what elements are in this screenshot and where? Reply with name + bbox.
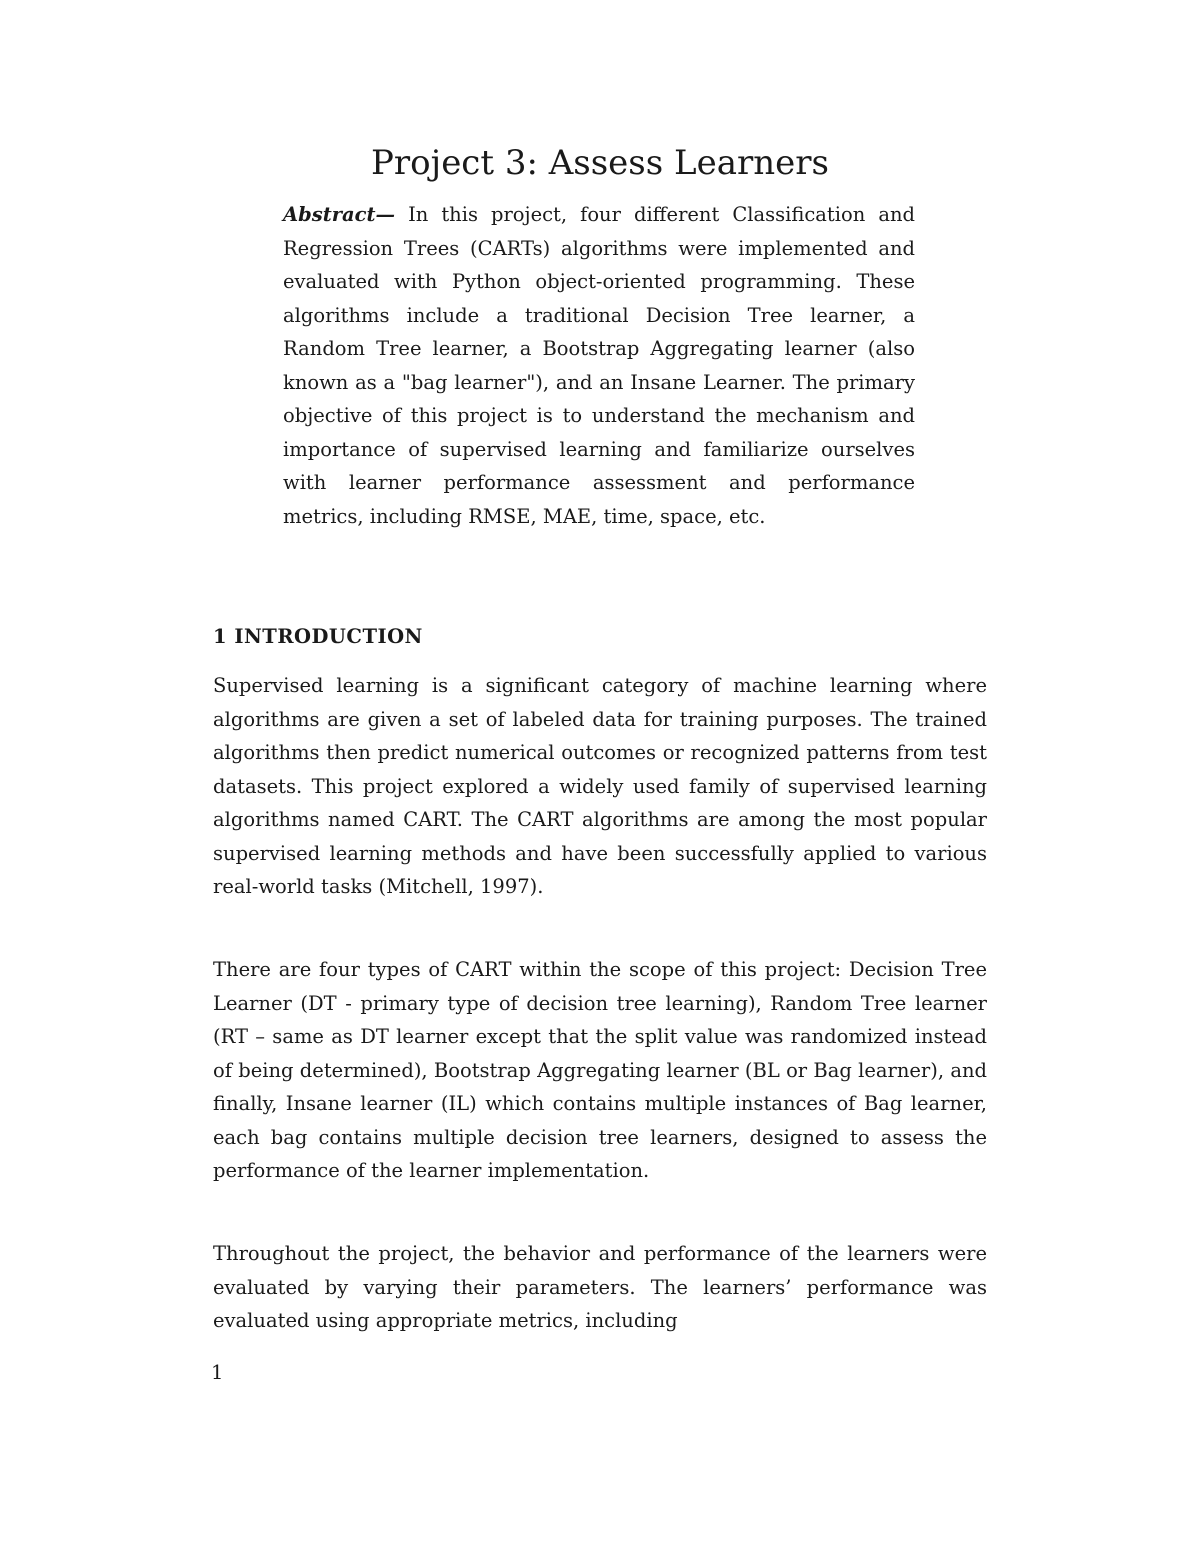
abstract-text: In this project, four different Classification and Regression Trees (CARTs) algorithms were implemented and evaluated with Python object-oriented programming. These algorithms include a traditional Decision Tree learner, a Random Tree learner, a Bootstrap Aggregating learner (also known as a "bag learner"), and an Insane Learner. The primary objective of this project is to understand the mechanism and importance of supervised learning and familiarize ourselves with learner performance assessment and performance metrics, including RMSE, MAE, time, space, etc. xyxy=(283,203,915,528)
intro-paragraph-2: There are four types of CART within the scope of this project: Decision Tree Learner (DT - primary type of decision tree learning), Random Tree learner (RT – same as DT learner except that the split value was randomized instead of being determined), Bootstrap Aggregating learner (BL or Bag learner), and finally, Insane learner (IL) which contains multiple instances of Bag learner, each bag contains multiple decision tree learners, designed to assess the performance of the learner implementation. xyxy=(213,958,987,1182)
intro-paragraph-3: Throughout the project, the behavior and performance of the learners were evaluated by varying their parameters. The learners’ performance was evaluated using appropriate metrics, including xyxy=(213,1242,987,1332)
abstract-label: Abstract— xyxy=(283,203,396,226)
intro-paragraph-1: Supervised learning is a significant category of machine learning where algorithms are given a set of labeled data for training purposes. The trained algorithms then predict numerical outcomes or recognized patterns from test datasets. This project explored a widely used family of supervised learning algorithms named CART. The CART algorithms are among the most popular supervised learning methods and have been successfully applied to various real-world tasks (Mitchell, 1997). xyxy=(213,674,987,898)
abstract xyxy=(283,198,915,533)
section-heading-introduction: 1 INTRODUCTION xyxy=(213,625,423,648)
page-number: 1 xyxy=(211,1361,224,1384)
document-title: Project 3: Assess Learners xyxy=(371,143,829,183)
